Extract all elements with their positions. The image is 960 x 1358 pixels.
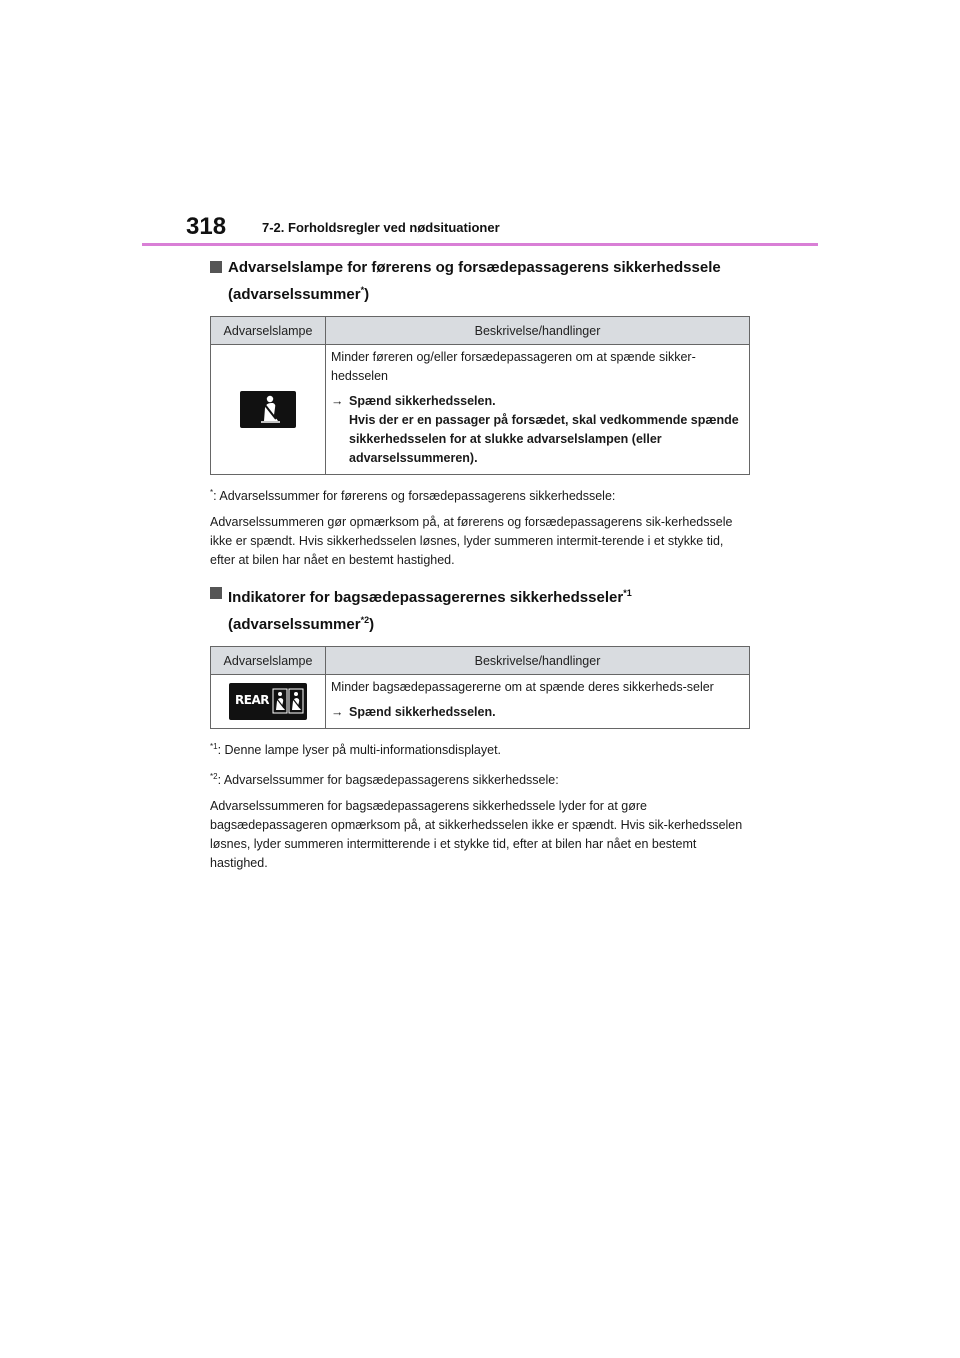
action-title: Spænd sikkerhedsselen. xyxy=(349,394,496,408)
action-title: Spænd sikkerhedsselen. xyxy=(349,705,496,720)
footnote-mark: * xyxy=(360,285,365,295)
description-text: Minder bagsædepassagererne om at spænde deres sikkerheds-seler xyxy=(331,680,714,695)
section-header: 7-2. Forholdsregler ved nødsituationer xyxy=(262,220,500,235)
section-heading-rear: Indikatorer for bagsædepassagerernes sikkerhedsseler$^{*1}$ (advarselssummer$^{*2}$) xyxy=(210,582,750,636)
arrow-icon: → xyxy=(331,705,344,720)
action-item xyxy=(331,703,743,722)
paragraph-front: Advarselssummeren gør opmærksom på, at førerens og forsædepassagerens sik-kerhedssele ikke er spændt. Hvis sikkerhedsselen løsnes, lyder summeren intermit-terende i et stykke tid, efter at bilen har nået en bestemt hastighed. xyxy=(210,515,733,568)
description-cell xyxy=(326,675,750,729)
col-header-lamp: Advarselslampe xyxy=(211,317,326,345)
warning-table-front xyxy=(210,316,750,475)
description-cell xyxy=(326,345,750,475)
col-header-lamp: Advarselslampe xyxy=(211,647,326,675)
rear-seatbelt-indicator-icon xyxy=(229,683,307,720)
action-item xyxy=(331,392,743,468)
header-rule xyxy=(142,243,818,246)
page-content xyxy=(210,256,750,885)
footnote-1: $^{*1}$: Denne lampe lyser på multi-informationsdisplayet. xyxy=(210,742,502,758)
warning-table-rear xyxy=(210,646,750,729)
arrow-icon: → xyxy=(331,394,344,408)
lamp-cell xyxy=(211,675,326,729)
heading-text: Indikatorer for bagsædepassagerernes sikkerhedsseler xyxy=(228,589,624,607)
paragraph-rear: Advarselssummeren for bagsædepassagerens sikkerhedssele lyder for at gøre bagsædepassageren opmærksom på, at sikkerhedsselen ikke er spændt. Hvis sik-kerhedsselen løsnes, lyder summeren intermitterende i et stykke tid, efter at bilen har nået en bestemt hastighed. xyxy=(210,799,743,871)
footnote-2: $^{*2}$: Advarselssummer for bagsædepassagerens sikkerhedssele: xyxy=(210,772,559,788)
footnote-front: *: Advarselssummer for førerens og forsædepassagerens sikkerhedssele: xyxy=(210,488,616,504)
square-bullet-icon xyxy=(210,261,222,273)
lamp-cell xyxy=(211,345,326,475)
description-text: Minder føreren og/eller forsædepassageren om at spænde sikker-hedsselen xyxy=(331,350,696,383)
col-header-description: Beskrivelse/handlinger xyxy=(326,317,750,345)
square-bullet-icon xyxy=(210,587,222,599)
rear-label: REAR xyxy=(235,693,269,708)
page-number: 318 xyxy=(186,213,227,240)
section-heading-front: Advarselslampe for førerens og forsædepassagerens sikkerhedssele (advarselssummer*) xyxy=(210,256,750,306)
seatbelt-warning-icon xyxy=(240,391,296,428)
heading-text: Advarselslampe for førerens og forsædepassagerens sikkerhedssele (advarselssummer xyxy=(228,259,721,303)
col-header-description: Beskrivelse/handlinger xyxy=(326,647,750,675)
action-detail: Hvis der er en passager på forsædet, skal vedkommende spænde sikkerhedsselen for at slukke advarselslampen (eller advarselssummeren). xyxy=(349,413,739,465)
